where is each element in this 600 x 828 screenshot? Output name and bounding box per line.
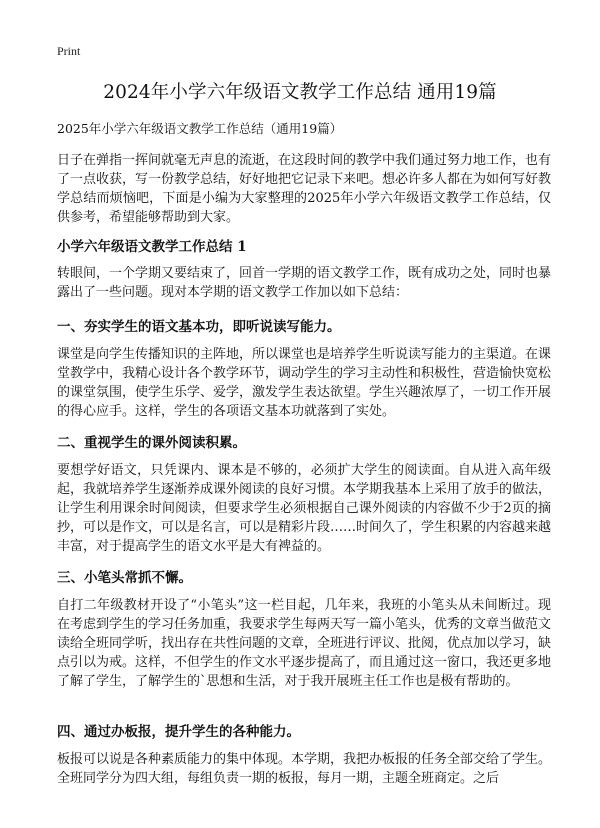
paragraph-1: 课堂是向学生传播知识的主阵地，所以课堂也是培养学生听说读写能力的主渠道。在课堂教学中，我精心设计各个教学环节，调动学生的学习主动性和积极性，营造愉快宽松的课堂氛围，使学生乐学、爱学，激发学生表达欲望。学生兴趣浓厚了，一切工作开展的得心应手。这样，学生的各项语文基本功就落到了实处。 [57,347,552,419]
section-title: 小学六年级语文教学工作总结 1 [57,239,247,255]
document-subtitle: 2025年小学六年级语文教学工作总结（通用19篇） [57,121,343,136]
heading-1: 一、夯实学生的语文基本功，即听说读写能力。 [57,319,341,335]
intro-paragraph: 日子在弹指一挥间就毫无声息的流逝，在这段时间的教学中我们通过努力地工作，也有了一点收获，写一份教学总结，好好地把它记录下来吧。想必许多人都在为如何写好教学总结而烦恼吧，下面是小编为大家整理的2025年小学六年级语文教学工作总结，仅供参考，希望能够帮助到大家。 [57,153,552,225]
heading-3: 三、小笔头常抓不懈。 [57,570,192,586]
paragraph-3: 自打二年级教材开设了“小笔头”这一栏目起，几年来，我班的小笔头从未间断过。现在考虑到学生的学习任务加重，我要求学生每两天写一篇小笔头，优秀的文章当做范文读给全班同学听，找出存在共性问题的文章，全班进行评议、批阅，优点加以学习，缺点引以为戒。这样，不但学生的作文水平逐步提高了，而且通过这一窗口，我还更多地了解了学生，了解学生的`思想和生活，对于我开展班主任工作也是极有帮助的。 [57,598,552,689]
heading-2: 二、重视学生的课外阅读积累。 [57,435,246,451]
paragraph-2: 要想学好语文，只凭课内、课本是不够的，必须扩大学生的阅读面。自从进入高年级起，我就培养学生逐渐养成课外阅读的良好习惯。本学期我基本上采用了放手的做法，让学生利用课余时间阅读，但要求学生必须根据自己课外阅读的内容做不少于2页的摘抄，可以是作文，可以是名言，可以是精彩片段……时间久了，学生积累的内容越来越丰富，对于提高学生的语文水平是大有裨益的。 [57,463,552,554]
section-intro-paragraph: 转眼间，一个学期又要结束了，回首一学期的语文教学工作，既有成功之处，同时也暴露出了一些问题。现对本学期的语文教学工作加以如下总结： [57,266,552,300]
print-link[interactable]: Print [57,44,81,58]
page-title: 2024年小学六年级语文教学工作总结 通用19篇 [103,82,497,103]
paragraph-4: 板报可以说是各种素质能力的集中体现。本学期，我把办板报的任务全部交给了学生。全班同学分为四大组，每组负责一期的板报，每月一期，主题全班商定。之后 [57,752,552,786]
heading-4: 四、通过办板报，提升学生的各种能力。 [57,724,300,740]
